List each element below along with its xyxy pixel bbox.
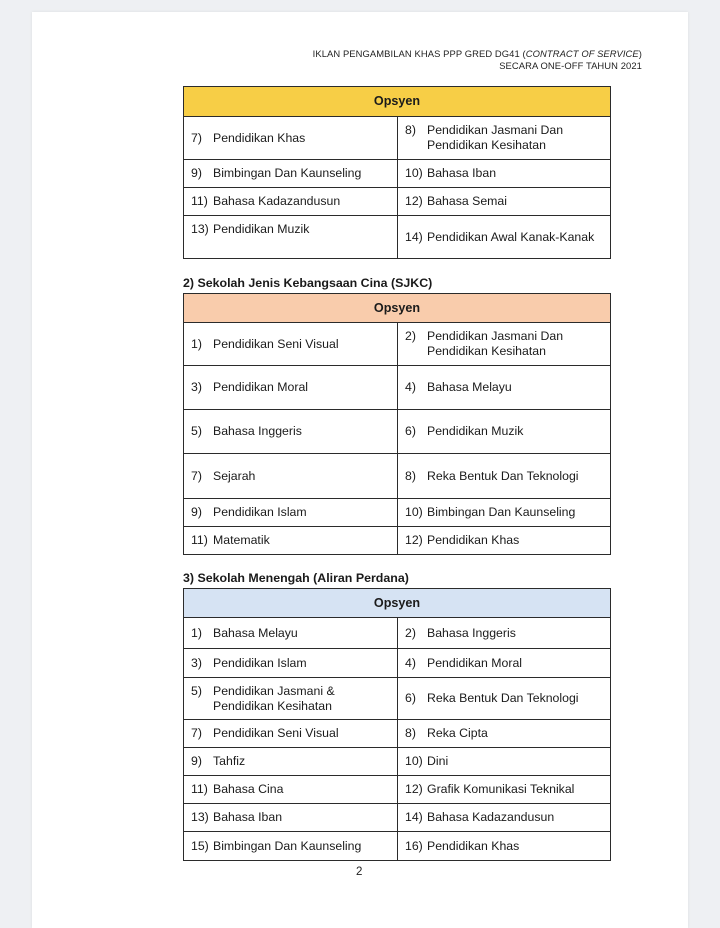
table-cell: [184, 160, 398, 188]
table-header: Opsyen: [184, 589, 611, 618]
option-number: 9): [191, 754, 202, 768]
option-label: Tahfiz: [213, 754, 246, 768]
table-cell: [184, 678, 398, 720]
table-cell: [398, 323, 611, 366]
section-title-sjkc: 2) Sekolah Jenis Kebangsaan Cina (SJKC): [183, 276, 433, 290]
option-label: Pendidikan Khas: [427, 838, 520, 853]
option-number: 2): [405, 625, 416, 640]
option-label: Bimbingan Dan Kaunseling: [427, 505, 576, 519]
option-label: Bahasa Semai: [427, 194, 507, 208]
option-number: 6): [405, 424, 416, 438]
table-cell: [184, 776, 398, 804]
table-cell: [184, 527, 398, 555]
section-title-menengah: 3) Sekolah Menengah (Aliran Perdana): [183, 571, 409, 585]
table-cell: [398, 804, 611, 832]
option-number: 13): [191, 222, 209, 236]
table-cell: [398, 216, 611, 259]
option-label: Bahasa Kadazandusun: [427, 810, 555, 824]
table-header: Opsyen: [184, 294, 611, 323]
table-cell: [398, 618, 611, 649]
options-table-sjkc: [183, 293, 611, 555]
table-cell: [184, 720, 398, 748]
option-number: 7): [191, 726, 202, 740]
option-number: 14): [405, 810, 423, 824]
document-header: [313, 48, 642, 72]
table-cell: [184, 216, 398, 259]
option-label: Bahasa Melayu: [427, 380, 512, 394]
table-cell: [184, 323, 398, 366]
option-label: Sejarah: [213, 468, 256, 483]
option-number: 10): [405, 166, 423, 180]
option-label: Dini: [427, 754, 449, 768]
option-label: Pendidikan Moral: [427, 655, 523, 670]
table-cell: [184, 454, 398, 499]
option-label: Pendidikan Muzik: [213, 222, 310, 236]
table-cell: [184, 832, 398, 861]
option-number: 12): [405, 782, 423, 796]
option-number: 16): [405, 838, 423, 853]
option-label: Pendidikan Islam: [213, 505, 307, 519]
option-label: Reka Cipta: [427, 726, 488, 740]
page-number: 2: [356, 866, 363, 878]
table-cell: [398, 527, 611, 555]
option-label: Grafik Komunikasi Teknikal: [427, 782, 575, 796]
option-number: 5): [191, 424, 202, 438]
table-cell: [184, 618, 398, 649]
table-cell: [398, 499, 611, 527]
option-number: 5): [191, 683, 202, 698]
option-label: Pendidikan Jasmani Dan Pendidikan Kesihatan: [427, 123, 564, 152]
option-number: 10): [405, 505, 423, 519]
option-number: 13): [191, 810, 209, 824]
table-cell: [184, 117, 398, 160]
table-cell: [398, 160, 611, 188]
option-number: 1): [191, 625, 202, 640]
table-cell: [398, 678, 611, 720]
table-header: Opsyen: [184, 87, 611, 117]
option-number: 9): [191, 166, 202, 180]
option-label: Pendidikan Awal Kanak-Kanak: [427, 229, 595, 244]
option-number: 4): [405, 655, 416, 670]
option-number: 4): [405, 380, 416, 394]
option-label: Bahasa Inggeris: [427, 625, 516, 640]
table-cell: [398, 832, 611, 861]
option-label: Bahasa Inggeris: [213, 424, 302, 438]
table-cell: [184, 499, 398, 527]
option-label: Pendidikan Khas: [427, 533, 520, 547]
option-number: 9): [191, 505, 202, 519]
option-number: 15): [191, 838, 209, 853]
options-table-menengah: [183, 588, 611, 861]
option-label: Pendidikan Jasmani & Pendidikan Kesihatan: [213, 683, 335, 713]
table-cell: [398, 188, 611, 216]
table-cell: [398, 776, 611, 804]
option-label: Reka Bentuk Dan Teknologi: [427, 468, 579, 483]
option-number: 14): [405, 229, 423, 244]
table-cell: [398, 410, 611, 454]
header-line-1: IKLAN PENGAMBILAN KHAS PPP GRED DG41 (CONTRACT OF SERVICE): [312, 48, 642, 59]
table-cell: [398, 366, 611, 410]
option-number: 10): [405, 754, 423, 768]
option-number: 3): [191, 380, 202, 394]
option-number: 8): [405, 726, 416, 740]
option-number: 8): [405, 468, 416, 483]
option-label: Pendidikan Jasmani Dan Pendidikan Kesihatan: [427, 329, 564, 358]
option-label: Matematik: [213, 533, 270, 547]
option-number: 11): [191, 782, 208, 796]
option-label: Bahasa Cina: [213, 782, 284, 796]
header-line-2: SECARA ONE-OFF TAHUN 2021: [499, 60, 642, 71]
table-cell: [398, 720, 611, 748]
option-label: Reka Bentuk Dan Teknologi: [427, 691, 579, 705]
option-label: Pendidikan Seni Visual: [213, 336, 339, 351]
options-table-1: [183, 86, 611, 259]
table-cell: [184, 366, 398, 410]
option-label: Pendidikan Muzik: [427, 424, 524, 438]
option-number: 8): [405, 123, 416, 137]
option-label: Bimbingan Dan Kaunseling: [213, 166, 362, 180]
option-number: 7): [191, 130, 202, 145]
option-label: Pendidikan Islam: [213, 655, 307, 670]
table-cell: [398, 117, 611, 160]
option-label: Bahasa Kadazandusun: [213, 194, 341, 208]
table-cell: [184, 410, 398, 454]
option-label: Bahasa Melayu: [213, 625, 298, 640]
option-number: 2): [405, 329, 416, 343]
option-number: 12): [405, 194, 423, 208]
option-label: Bimbingan Dan Kaunseling: [213, 838, 362, 853]
option-number: 11): [191, 533, 208, 547]
option-label: Pendidikan Moral: [213, 380, 309, 394]
table-cell: [398, 649, 611, 678]
option-label: Bahasa Iban: [427, 166, 497, 180]
table-cell: [398, 748, 611, 776]
option-label: Bahasa Iban: [213, 810, 283, 824]
table-cell: [184, 188, 398, 216]
option-number: 11): [191, 194, 208, 208]
option-number: 1): [191, 336, 202, 351]
option-label: Pendidikan Khas: [213, 130, 306, 145]
option-number: 7): [191, 468, 202, 483]
table-cell: [184, 804, 398, 832]
option-label: Pendidikan Seni Visual: [213, 726, 339, 740]
option-number: 3): [191, 655, 202, 670]
option-number: 6): [405, 691, 416, 705]
table-cell: [184, 748, 398, 776]
option-number: 12): [405, 533, 423, 547]
table-cell: [184, 649, 398, 678]
table-cell: [398, 454, 611, 499]
